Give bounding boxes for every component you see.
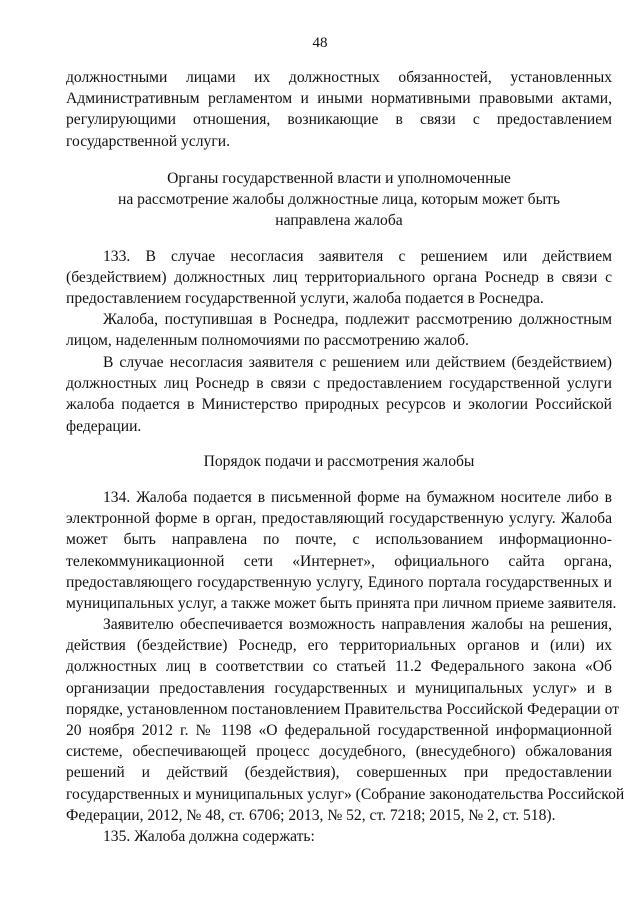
- paragraph-133-b: [66, 309, 612, 351]
- text-line: системе, обеспечивающей процесс досудебного, (внесудебного) обжалования: [66, 743, 612, 761]
- text-line: Жалоба, поступившая в Роснедра, подлежит рассмотрению должностным: [103, 311, 612, 328]
- text-line: организации предоставления государственных и муниципальных услуг» и в: [66, 679, 612, 697]
- text-line: жалоба подается в Министерство природных ресурсов и экологии Российской: [66, 396, 612, 414]
- paragraph-134: [66, 487, 617, 614]
- text-line: должностных лиц в соответствии со статьей 11.2 Федерального закона «Об: [66, 658, 612, 676]
- text-line: 134. Жалоба подается в письменной форме на бумажном носителе либо в: [103, 489, 612, 506]
- page-number: 48: [312, 35, 328, 51]
- paragraph-133-c: [66, 352, 612, 437]
- heading-line: направлена жалоба: [275, 212, 403, 230]
- text-line: действия (бездействие) Роснедр, его территориальных органов и (или) их: [66, 637, 612, 655]
- text-line: 135. Жалоба должна содержать:: [103, 828, 315, 845]
- text-line: федерации.: [66, 417, 142, 435]
- section-heading-complaint-bodies: [66, 168, 612, 232]
- text-line: государственной услуги.: [66, 132, 230, 150]
- text-line: должностных лиц Роснедр в связи с предоставлением государственной услуги: [66, 375, 612, 393]
- paragraph-133: [66, 246, 612, 310]
- text-line: порядке, установленном постановлением Правительства Российской Федерации от: [66, 700, 620, 718]
- text-line: телекоммуникационной сети «Интернет», официального сайта органа,: [66, 552, 612, 570]
- text-line: предоставлением государственной услуги, жалоба подается в Роснедра.: [66, 290, 544, 308]
- text-line: Федерации, 2012, № 48, ст. 6706; 2013, № 52, ст. 7218; 2015, № 2, ст. 518).: [66, 806, 556, 824]
- text-line: лицом, наделенным полномочиями по рассмотрению жалоб.: [66, 332, 469, 350]
- heading-line: на рассмотрение жалобы должностные лица, которым может быть: [118, 191, 560, 209]
- text-line: решений и действий (бездействия), совершенных при предоставлении: [66, 764, 612, 782]
- heading-line: Порядок подачи и рассмотрения жалобы: [203, 453, 475, 470]
- text-line: (бездействием) должностных лиц территориального органа Роснедр в связи с: [66, 269, 612, 287]
- text-line: электронной форме в орган, предоставляющий государственную услугу. Жалоба: [66, 510, 612, 528]
- text-line: 133. В случае несогласия заявителя с решением или действием: [103, 248, 612, 265]
- text-line: может быть направлена по почте, с использованием информационно-: [66, 531, 612, 549]
- text-line: Заявителю обеспечивается возможность направления жалобы на решения,: [103, 616, 612, 633]
- text-line: предоставляющего государственную услугу, Единого портала государственных и: [66, 573, 612, 591]
- text-line: В случае несогласия заявителя с решением или действием (бездействием): [103, 354, 612, 371]
- text-line: государственных и муниципальных услуг» (Собрание законодательства Российской: [66, 785, 625, 803]
- text-line: регулирующими отношения, возникающие в связи с предоставлением: [66, 111, 612, 129]
- paragraph-135: [66, 826, 612, 847]
- paragraph-134-b: [66, 614, 625, 826]
- text-line: Административным регламентом и иными нормативными правовыми актами,: [66, 90, 612, 108]
- intro-paragraph: [66, 67, 612, 152]
- heading-line: Органы государственной власти и уполномоченные: [167, 170, 511, 187]
- section-heading-complaint-procedure: [66, 451, 612, 472]
- text-line: муниципальных услуг, а также может быть принята при личном приеме заявителя.: [66, 594, 617, 612]
- text-line: 20 ноября 2012 г. № 1198 «О федеральной государственной информационной: [66, 721, 612, 739]
- text-line: должностными лицами их должностных обязанностей, установленных: [66, 69, 612, 86]
